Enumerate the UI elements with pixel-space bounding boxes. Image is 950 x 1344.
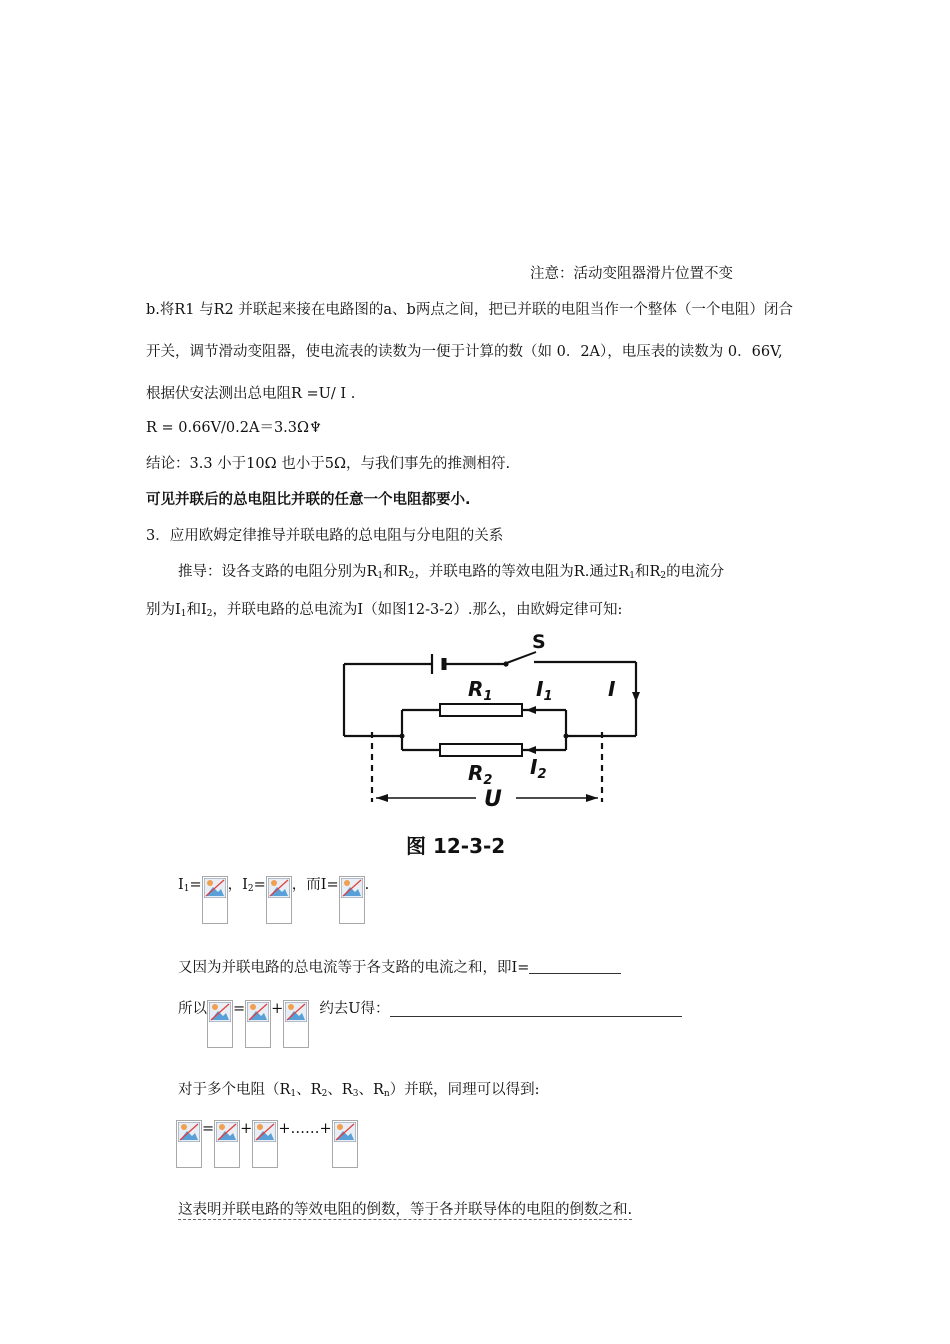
para-b-line1: b.将R1 与R2 并联起来接在电路图的a、b两点之间，把已并联的电阻当作一个整体（一个电阻）闭合 <box>146 302 793 318</box>
missing-image-icon <box>266 876 292 924</box>
i2-label: $I_2$ <box>530 755 547 782</box>
derivation-text: 和R <box>635 564 661 580</box>
derivation-text: 的电流分 <box>666 564 725 580</box>
arrow-u-left-icon <box>376 794 388 802</box>
derivation-text: 和R <box>383 564 409 580</box>
para-b-line2: 开关，调节滑动变阻器，使电流表的读数为一便于计算的数（如 0．2A），电压表的读数为 0．66V, <box>146 344 783 360</box>
r2-label: $R_2$ <box>468 761 493 788</box>
voltage-label: U <box>484 787 502 812</box>
switch-label: S <box>532 631 546 653</box>
para-b-line3: 根据伏安法测出总电阻R =U/ I . <box>146 386 356 402</box>
missing-image-icon <box>207 1000 233 1048</box>
derivation-text: 和I <box>186 602 207 618</box>
final-sentence-line <box>178 1198 632 1219</box>
arrow-u-right-icon <box>586 794 598 802</box>
circuit-diagram <box>336 630 656 860</box>
bold-statement: 可见并联后的总电阻比并联的任意一个电阻都要小. <box>146 492 471 508</box>
missing-image-icon <box>332 1120 358 1168</box>
multi-sentence: 对于多个电阻（$R_1$、$R_2$、$R_3$、$R_n$）并联，同理可以得到: <box>178 1082 540 1099</box>
missing-image-icon <box>176 1120 202 1168</box>
i1-label: $I_1$ <box>536 677 553 704</box>
subscript: 1 <box>377 571 384 581</box>
missing-image-icon <box>283 1000 309 1048</box>
derivation-text: ，并联电路的等效电阻为R.通过R <box>414 564 630 580</box>
missing-image-icon <box>245 1000 271 1048</box>
calc-line <box>146 416 322 437</box>
glitch-glyph-icon: ♆ <box>309 420 323 436</box>
missing-image-icon <box>202 876 228 924</box>
subscript: 1 <box>180 609 187 619</box>
final-sentence: 这表明并联电路的等效电阻的倒数，等于各并联导体的电阻的倒数之和. <box>178 1202 633 1218</box>
answer-blank-1[interactable] <box>529 959 621 974</box>
eq1-row: $I_1=$ ， $I_2=$ ，而I= . <box>178 876 369 924</box>
missing-image-icon <box>339 876 365 924</box>
r1-label: $R_1$ <box>468 677 493 704</box>
derivation-text: 推导：设各支路的电阻分别为R <box>178 564 378 580</box>
sum-sentence-line <box>178 956 621 977</box>
arrow-i-icon <box>632 692 640 702</box>
eq-text: I <box>178 877 184 893</box>
subscript: 2 <box>660 571 667 581</box>
derivation-line2 <box>146 598 622 619</box>
arrow-i1-icon <box>526 706 536 714</box>
derivation-line1 <box>178 560 724 581</box>
switch-lever <box>504 652 536 664</box>
sum-sentence: 又因为并联电路的总电流等于各支路的电流之和，即I= <box>178 960 530 976</box>
so-row: 所以 = + 约去U得： <box>178 1000 682 1048</box>
i-total-label: I <box>608 677 616 701</box>
arrow-i2-icon <box>526 746 536 754</box>
conclusion-line: 结论：3.3 小于10Ω 也小于5Ω，与我们事先的推测相符. <box>146 456 511 472</box>
subscript: 1 <box>629 571 635 581</box>
answer-blank-2[interactable] <box>390 1002 682 1017</box>
resistor-r2 <box>440 744 522 756</box>
resistor-r1 <box>440 704 522 716</box>
section3-title: 3．应用欧姆定律推导并联电路的总电阻与分电阻的关系 <box>146 528 504 544</box>
missing-image-icon <box>214 1120 240 1168</box>
derivation-text: ，并联电路的总电流为I（如图12-3-2）.那么，由欧姆定律可知: <box>212 602 623 618</box>
note-text: 注意：活动变阻器滑片位置不变 <box>530 266 733 282</box>
figure-caption: 图 12-3-2 <box>406 834 506 858</box>
calc-text: R = 0.66V/0.2A＝3.3Ω <box>146 420 310 436</box>
derivation-text: 别为I <box>146 602 181 618</box>
missing-image-icon <box>252 1120 278 1168</box>
subscript: 2 <box>408 571 415 581</box>
multi-eq-row: = + +……+ <box>176 1120 358 1168</box>
subscript: 2 <box>206 609 213 619</box>
